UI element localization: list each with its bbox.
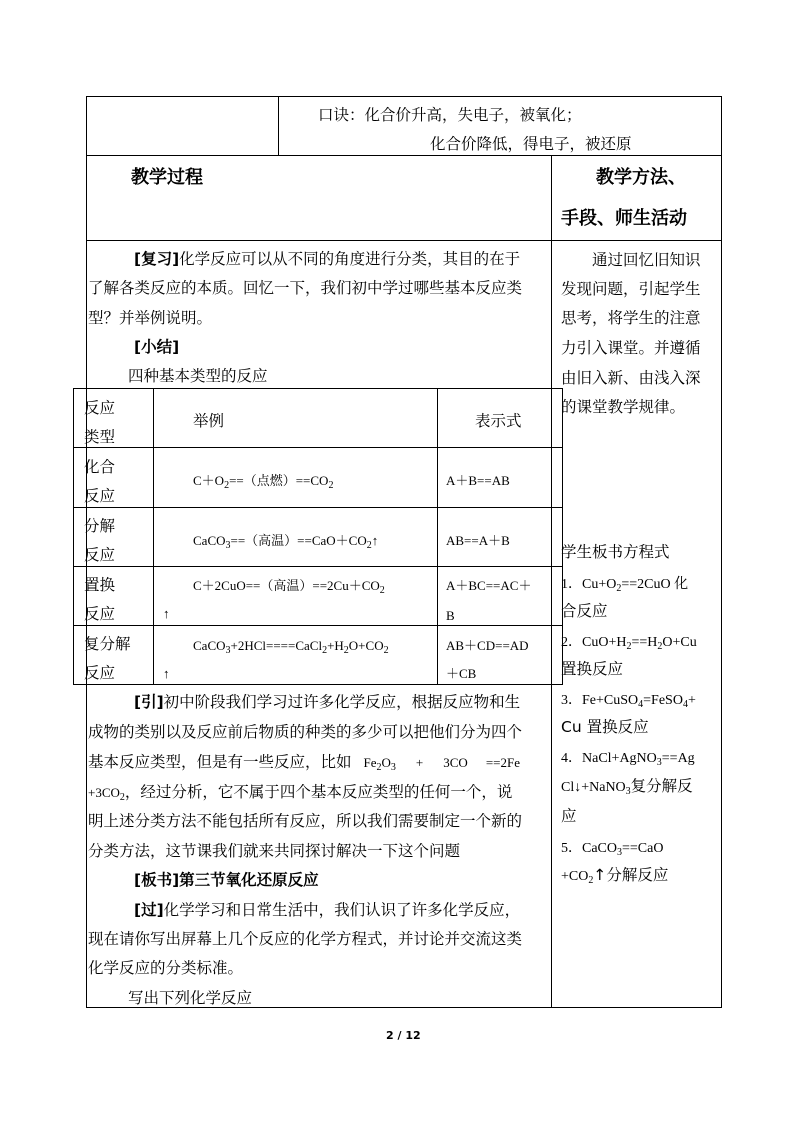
method-note-line-6: 的课堂教学规律。 — [561, 398, 686, 416]
summary-caption: 四种基本类型的反应 — [128, 367, 268, 385]
intro-paragraph-line-1: [引]初中阶段我们学习过许多化学反应，根据反应物和生 — [134, 693, 521, 711]
intro-paragraph-line-4: $+3CO_2$，经过分析，它不属于四个基本反应类型的任何一个，说 — [88, 783, 513, 803]
row-type-combination-1: 化合 — [84, 458, 116, 476]
method-note-line-3: 思考，将学生的注意 — [561, 309, 701, 327]
row-example-double-displacement: $CaCO_3+2HCl====CaCl_2+H_2O+CO_2$ — [193, 638, 389, 656]
equation-4-line-3: 应 — [561, 807, 577, 825]
table-top-border — [86, 96, 722, 97]
equation-4-line-1: 4．NaCl+AgNO$_3$==Ag — [561, 751, 695, 768]
row-type-replacement-2: 反应 — [84, 605, 116, 623]
column-divider — [551, 155, 552, 1008]
guo-tag: [过] — [134, 901, 164, 919]
board-line — [134, 873, 319, 889]
inner-table-top — [73, 388, 563, 389]
row-type-replacement-1: 置换 — [84, 576, 116, 594]
mnemonic-line-1: 口诀：化合价升高，失电子，被氧化； — [318, 106, 582, 124]
method-note-line-2: 发现问题，引起学生 — [561, 280, 701, 298]
board-tag: [板书] — [134, 871, 180, 889]
row-formula-double-displacement-1: AB＋CD==AD — [446, 638, 529, 653]
review-text-1: 化学反应可以从不同的角度进行分类，其目的在于 — [179, 250, 521, 268]
method-note-line-1: 通过回忆旧知识 — [592, 251, 701, 269]
review-paragraph-line-2: 了解各类反应的本质。回忆一下，我们初中学过哪些基本反应类 — [88, 279, 523, 297]
equation-2-line-1: 2．$CuO+H_2==H_2O+Cu$ — [561, 635, 697, 652]
row-formula-replacement-2: B — [446, 608, 455, 623]
top-row-bottom-border — [86, 155, 722, 156]
table-bottom-border — [86, 1007, 722, 1008]
method-note-line-4: 力引入课堂。并遵循 — [561, 339, 701, 357]
row-example-decomposition: CaCO$_3$==（高温）$==CaO+CO_2↑$ — [193, 533, 379, 551]
row-formula-replacement-1: A＋BC==AC＋ — [446, 578, 532, 593]
student-board-title: 学生板书方程式 — [561, 543, 670, 561]
mnemonic-line-2: 化合价降低，得电子，被还原 — [430, 135, 632, 153]
intro-paragraph-line-3: 基本反应类型，但是有一些反应，比如 $Fe_2O_3 + 3CO ==2Fe$ — [88, 753, 520, 773]
row-formula-double-displacement-2: ＋CB — [446, 666, 477, 681]
table-right-border — [721, 96, 722, 1008]
inner-col-line-1 — [153, 388, 154, 685]
equation-5-line-2: $+CO_2↑$分解反应 — [561, 866, 669, 886]
equation-5-line-1: 5．CaCO$_3$==CaO — [561, 841, 664, 858]
intro-paragraph-line-2: 成物的类别以及反应前后物质的种类的多少可以把他们分为四个 — [88, 723, 523, 741]
inner-row-line-1 — [73, 447, 563, 448]
page-number: 2 / 12 — [386, 1029, 421, 1042]
row-type-combination-2: 反应 — [84, 487, 116, 505]
row-example-combination: $C+O_2==$（点燃）$==CO_2$ — [193, 473, 334, 491]
inner-col-line-2 — [437, 388, 438, 685]
intro-paragraph-line-5: 明上述分类方法不能包括所有反应，所以我们需要制定一个新的 — [88, 812, 523, 830]
inner-left-border — [73, 388, 74, 685]
row-formula-decomposition: AB==A＋B — [446, 533, 510, 548]
method-title-line-2: 手段、师生活动 — [561, 208, 687, 229]
board-text: 第三节氧化还原反应 — [179, 871, 319, 889]
header-formula: 表示式 — [475, 412, 522, 430]
row-example-double-displacement-arrow: ↑ — [163, 666, 170, 681]
row-type-double-displacement-1: 复分解 — [84, 635, 131, 653]
inner-row-line-4 — [73, 625, 563, 626]
guo-paragraph-line-2: 现在请你写出屏幕上几个反应的化学方程式，并讨论并交流这类 — [88, 930, 523, 948]
equation-3-line-2: Cu 置换反应 — [561, 718, 649, 736]
process-title: 教学过程 — [131, 167, 203, 188]
row-example-replacement: C＋2CuO==（高温）$==2Cu+CO_2$ — [193, 578, 385, 596]
header-bottom-border — [86, 240, 722, 241]
method-note-line-5: 由旧入新、由浅入深 — [561, 369, 701, 387]
equation-1-line-1: 1．$Cu+O_2==2CuO$ 化 — [561, 577, 689, 594]
intro-tag: [引] — [134, 693, 164, 711]
inner-row-line-2 — [73, 507, 563, 508]
review-tag: [复习] — [134, 250, 180, 268]
inner-table-bottom — [73, 684, 563, 685]
write-reactions-line: 写出下列化学反应 — [128, 989, 253, 1007]
review-paragraph-line-1 — [134, 252, 520, 268]
guo-paragraph-line-3: 化学反应的分类标准。 — [88, 959, 244, 977]
row-type-double-displacement-2: 反应 — [84, 664, 116, 682]
equation-4-line-2: Cl↓+NaNO$_3$复分解反 — [561, 777, 693, 797]
review-paragraph-line-3: 型？并举例说明。 — [88, 309, 213, 327]
inner-row-line-3 — [73, 566, 563, 567]
row-formula-combination: A＋B==AB — [446, 473, 510, 488]
equation-1-line-2: 合反应 — [561, 602, 608, 620]
row-example-replacement-arrow: ↑ — [163, 606, 170, 621]
header-type-line-1: 反应 — [84, 399, 116, 417]
header-example: 举例 — [193, 412, 225, 430]
summary-tag: [小结] — [134, 338, 180, 356]
header-type-line-2: 类型 — [84, 428, 116, 446]
equation-3-line-1: 3．Fe+CuSO$_4$=FeSO$_4$+ — [561, 693, 696, 710]
method-title-line-1: 教学方法、 — [596, 167, 686, 188]
guo-paragraph-line-1: [过]化学学习和日常生活中，我们认识了许多化学反应， — [134, 901, 521, 919]
intro-paragraph-line-6: 分类方法，这节课我们就来共同探讨解决一下这个问题 — [88, 842, 461, 860]
row-type-decomposition-1: 分解 — [84, 517, 116, 535]
top-row-divider — [278, 96, 279, 156]
equation-2-line-2: 置换反应 — [561, 660, 624, 678]
row-type-decomposition-2: 反应 — [84, 546, 116, 564]
